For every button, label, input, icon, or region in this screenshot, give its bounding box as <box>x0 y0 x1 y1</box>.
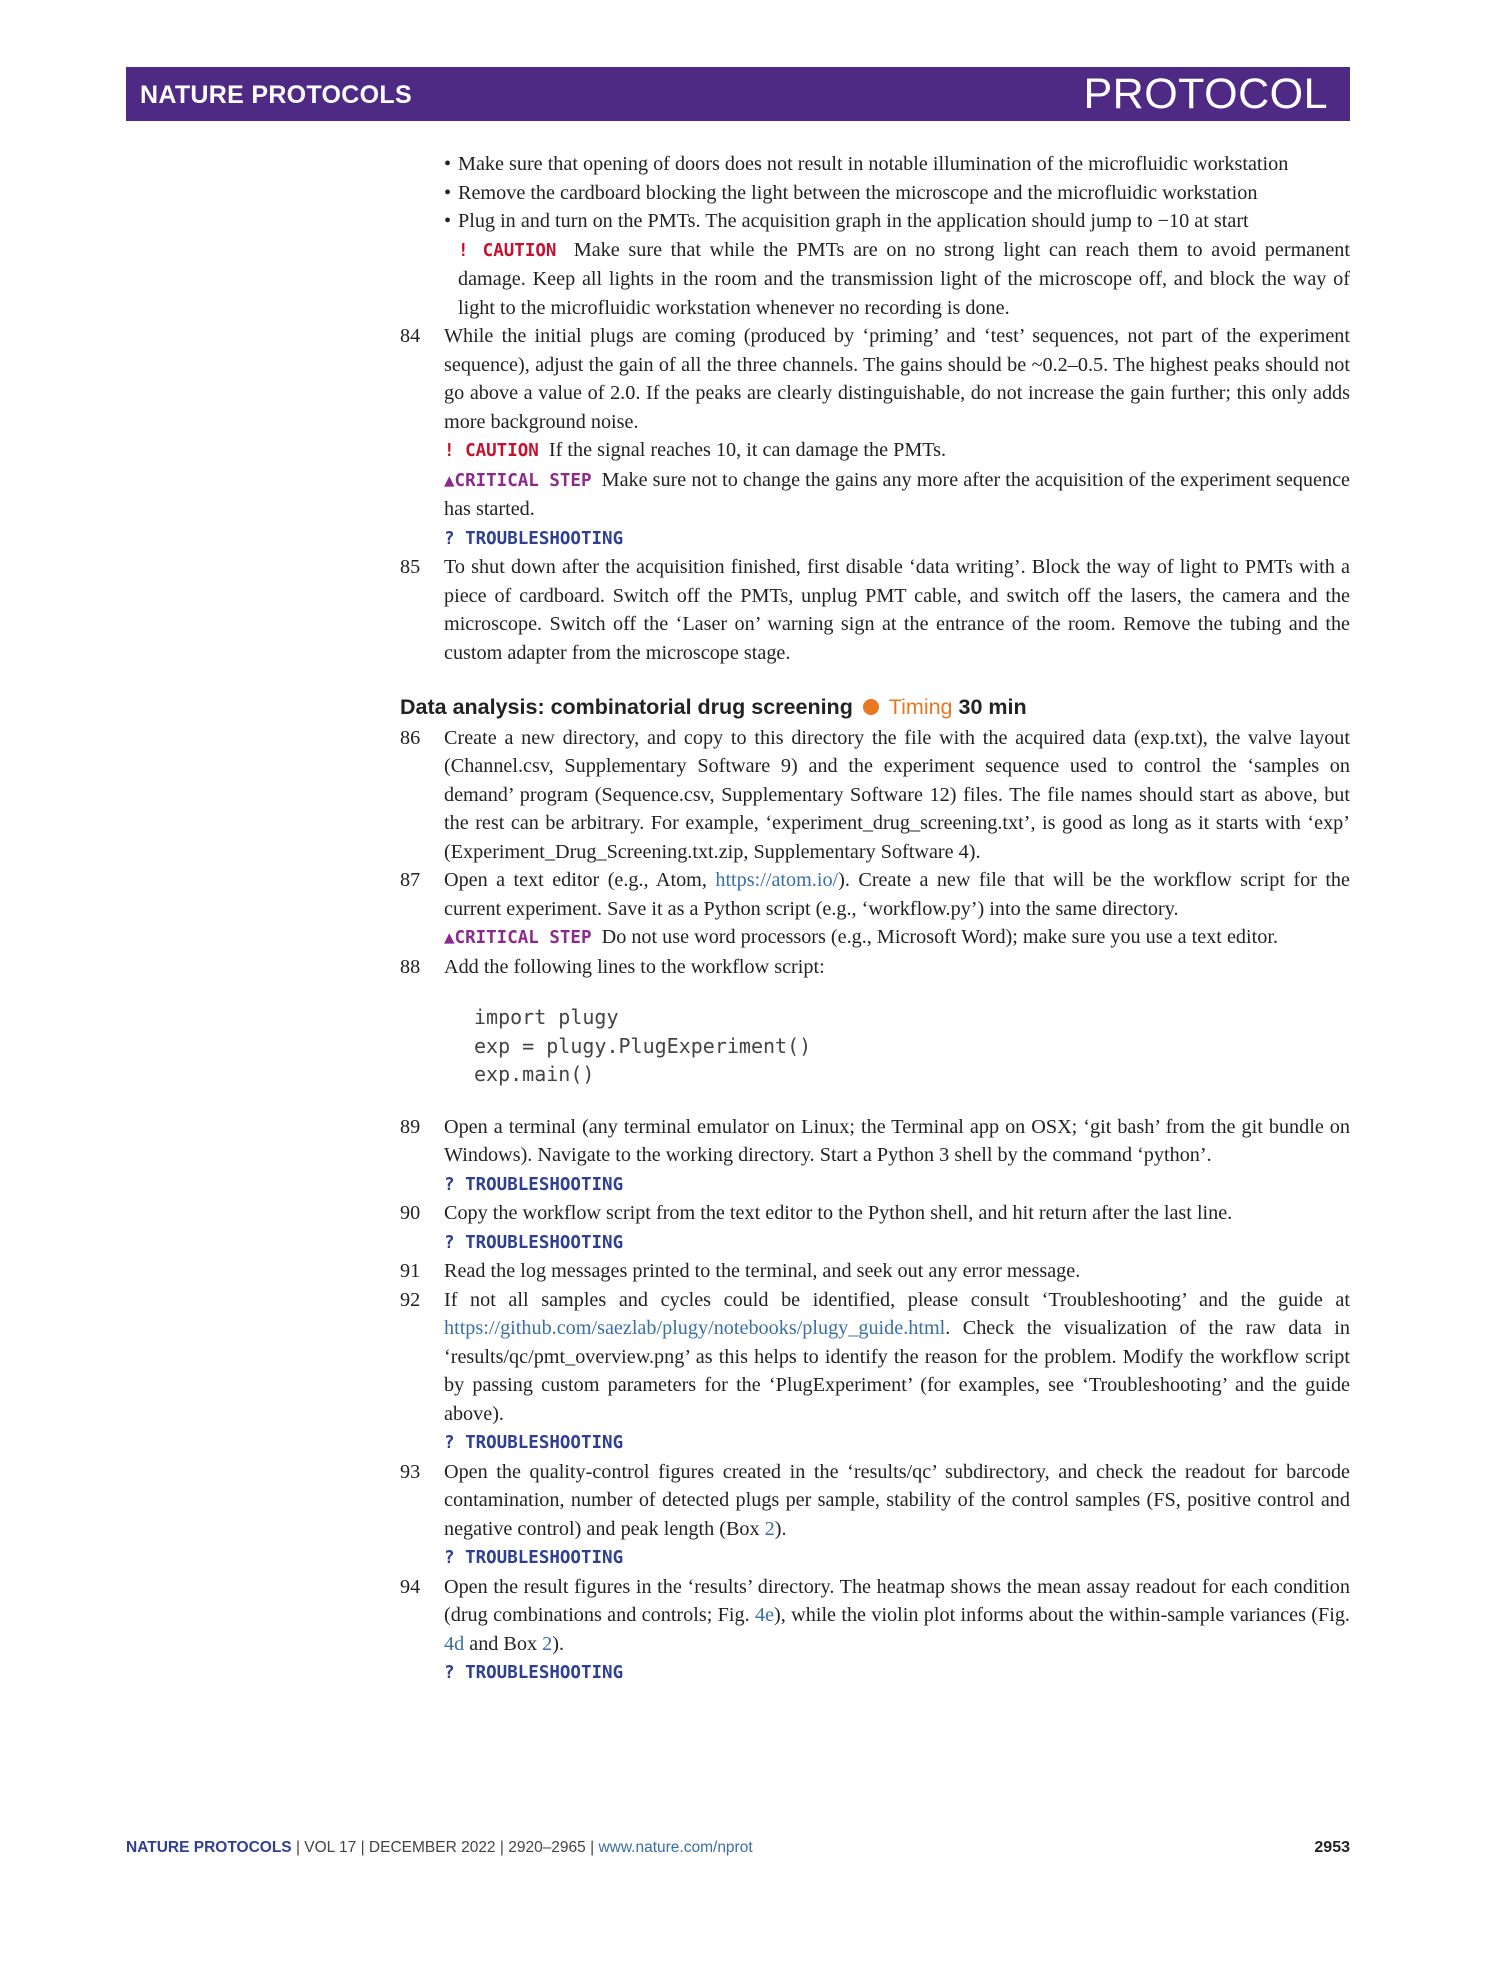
article-type: PROTOCOL <box>1083 70 1328 118</box>
footer-pages: 2920–2965 <box>508 1839 586 1856</box>
step-number: 91 <box>400 1260 421 1282</box>
step-number: 85 <box>400 556 421 578</box>
bullet-icon: • <box>444 153 452 175</box>
figure-ref-link[interactable]: 4e <box>754 1604 775 1626</box>
bullet-item: • Make sure that opening of doors does not result in notable illumination of the microfluidic workstation <box>400 150 1350 179</box>
journal-name: NATURE PROTOCOLS <box>140 81 412 109</box>
troubleshooting-link[interactable]: ? TROUBLESHOOTING <box>444 1433 624 1453</box>
caution-text: Make sure that while the PMTs are on no strong light can reach them to avoid permanent damage. Keep all lights in the room and the transmission light of the microscope off, and block the way of light to the microfluidic workstation whenever no recording is done. <box>458 238 1350 319</box>
troubleshooting-link[interactable]: ? TROUBLESHOOTING <box>444 1663 624 1683</box>
step-number: 94 <box>400 1575 421 1598</box>
bullet-item: • Remove the cardboard blocking the light between the microscope and the microfluidic workstation <box>400 179 1350 208</box>
page-footer: NATURE PROTOCOLS | VOL 17 | DECEMBER 2022 | 2920–2965 | www.nature.com/nprot 2953 <box>126 1839 1350 1856</box>
step-87: 87 Open a text editor (e.g., Atom, https://atom.io/). Create a new file that will be the workflow script for the current experiment. Save it as a Python script (e.g., ‘workflow.py’) into the same directory. ▲CRITICAL STEP Do not use word processors (e.g., Microsoft Word); make sure you use a text editor. <box>400 866 1350 953</box>
code-line: import plugy <box>474 1005 619 1029</box>
bullet-icon: • <box>444 210 452 232</box>
code-block <box>400 1003 1350 1089</box>
plugy-guide-link[interactable]: https://github.com/saezlab/plugy/notebooks/plugy_guide.html <box>444 1317 946 1339</box>
troubleshooting-link[interactable]: ? TROUBLESHOOTING <box>444 1232 624 1253</box>
caution-label: ! CAUTION <box>444 441 539 461</box>
caution-label: ! CAUTION <box>458 240 557 261</box>
step-number: 90 <box>400 1202 421 1224</box>
footer-url[interactable]: www.nature.com/nprot <box>598 1839 753 1856</box>
main-content <box>400 150 1350 1688</box>
troubleshooting-link[interactable]: ? TROUBLESHOOTING <box>444 1548 624 1568</box>
timing-label: Timing <box>888 695 953 719</box>
step-number: 93 <box>400 1460 421 1483</box>
step-85: 85 To shut down after the acquisition finished, first disable ‘data writing’. Block the way of light to PMTs with a piece of cardboard. Switch off the PMTs, unplug PMT cable, and switch off the lasers, the camera and the microscope. Switch off the ‘Laser on’ warning sign at the entrance of the room. Remove the tubing and the custom adapter from the microscope stage. <box>400 553 1350 667</box>
step-number: 89 <box>400 1115 421 1138</box>
journal-header-bar <box>126 67 1350 121</box>
atom-link[interactable]: https://atom.io/ <box>715 869 839 891</box>
page-number: 2953 <box>1314 1839 1350 1856</box>
step-94: 94 Open the result figures in the ‘results’ directory. The heatmap shows the mean assay readout for each condition (drug combinations and controls; Fig. 4e), while the violin plot informs about the within-sample variances (Fig. 4d and Box 2). ? TROUBLESHOOTING <box>400 1573 1350 1688</box>
critical-step-label: ▲CRITICAL STEP <box>444 470 592 491</box>
timing-value: 30 min <box>958 695 1027 719</box>
critical-step-label: ▲CRITICAL STEP <box>444 928 592 948</box>
step-89: 89 Open a terminal (any terminal emulator on Linux; the Terminal app on OSX; ‘git bash’ from the git bundle on Windows). Navigate to the working directory. Start a Python 3 shell by the command ‘python’. ? TROUBLESHOOTING <box>400 1113 1350 1200</box>
timing-dot-icon <box>863 699 879 715</box>
step-84: 84 While the initial plugs are coming (produced by ‘priming’ and ‘test’ sequences, not part of the experiment sequence), adjust the gain of all the three channels. The gains should be ~0.2–0.5. The highest peaks should not go above a value of 2.0. If the peaks are clearly distinguishable, do not increase the gain further; this only adds more background noise. ! CAUTION If the signal reaches 10, it can damage the PMTs. ▲CRITICAL STEP Make sure not to change the gains any more after the acquisition of the experiment sequence has started. ? TROUBLESHOOTING <box>400 322 1350 553</box>
step-86: 86 Create a new directory, and copy to this directory the file with the acquired data (exp.txt), the valve layout (Channel.csv, Supplementary Software 9) and the experiment sequence used to control the ‘samples on demand’ program (Sequence.csv, Supplementary Software 12) files. The file names should start as above, but the rest can be arbitrary. For example, ‘experiment_drug_screening.txt’, is good as long as it starts with ‘exp’ (Experiment_Drug_Screening.txt.zip, Supplementary Software 4). <box>400 724 1350 867</box>
footer-date: DECEMBER 2022 <box>368 1839 496 1856</box>
bullet-item: • Plug in and turn on the PMTs. The acquisition graph in the application should jump to −10 at start ! CAUTION Make sure that while the PMTs are on no strong light can reach them to avoid permanent damage. Keep all lights in the room and the transmission light of the microscope off, and block the way of light to the microfluidic workstation whenever no recording is done. <box>400 207 1350 322</box>
code-line: exp.main() <box>474 1062 595 1086</box>
bullet-icon: • <box>444 181 452 204</box>
code-line: exp = plugy.PlugExperiment() <box>474 1033 812 1058</box>
box-ref-link[interactable]: 2 <box>542 1632 553 1655</box>
step-number: 87 <box>400 869 421 891</box>
troubleshooting-link[interactable]: ? TROUBLESHOOTING <box>444 1174 624 1195</box>
troubleshooting-link[interactable]: ? TROUBLESHOOTING <box>444 528 624 549</box>
step-number: 84 <box>400 325 421 347</box>
step-number: 86 <box>400 726 421 749</box>
step-number: 92 <box>400 1288 421 1311</box>
step-88: 88 Add the following lines to the workflow script: <box>400 953 1350 982</box>
footer-volume: VOL 17 <box>304 1839 357 1856</box>
section-heading: Data analysis: combinatorial drug screening Timing 30 min <box>400 695 1027 719</box>
step-93: 93 Open the quality-control figures created in the ‘results/qc’ subdirectory, and check the readout for barcode contamination, number of detected plugs per sample, stability of the control samples (FS, positive control and negative control) and peak length (Box 2). ? TROUBLESHOOTING <box>400 1458 1350 1573</box>
box-ref-link[interactable]: 2 <box>764 1517 775 1540</box>
step-91: 91 Read the log messages printed to the terminal, and seek out any error message. <box>400 1257 1350 1286</box>
figure-ref-link[interactable]: 4d <box>444 1632 465 1655</box>
footer-journal: NATURE PROTOCOLS <box>126 1839 292 1856</box>
step-92: 92 If not all samples and cycles could be identified, please consult ‘Troubleshooting’ and the guide at https://github.com/saezlab/plugy/notebooks/plugy_guide.html. Check the visualization of the raw data in ‘results/qc/pmt_overview.png’ as this helps to identify the reason for the problem. Modify the workflow script by passing custom parameters for the ‘PlugExperiment’ (for examples, see ‘Troubleshooting’ and the guide above). ? TROUBLESHOOTING <box>400 1286 1350 1458</box>
step-90: 90 Copy the workflow script from the text editor to the Python shell, and hit return after the last line. ? TROUBLESHOOTING <box>400 1199 1350 1257</box>
step-number: 88 <box>400 955 421 978</box>
